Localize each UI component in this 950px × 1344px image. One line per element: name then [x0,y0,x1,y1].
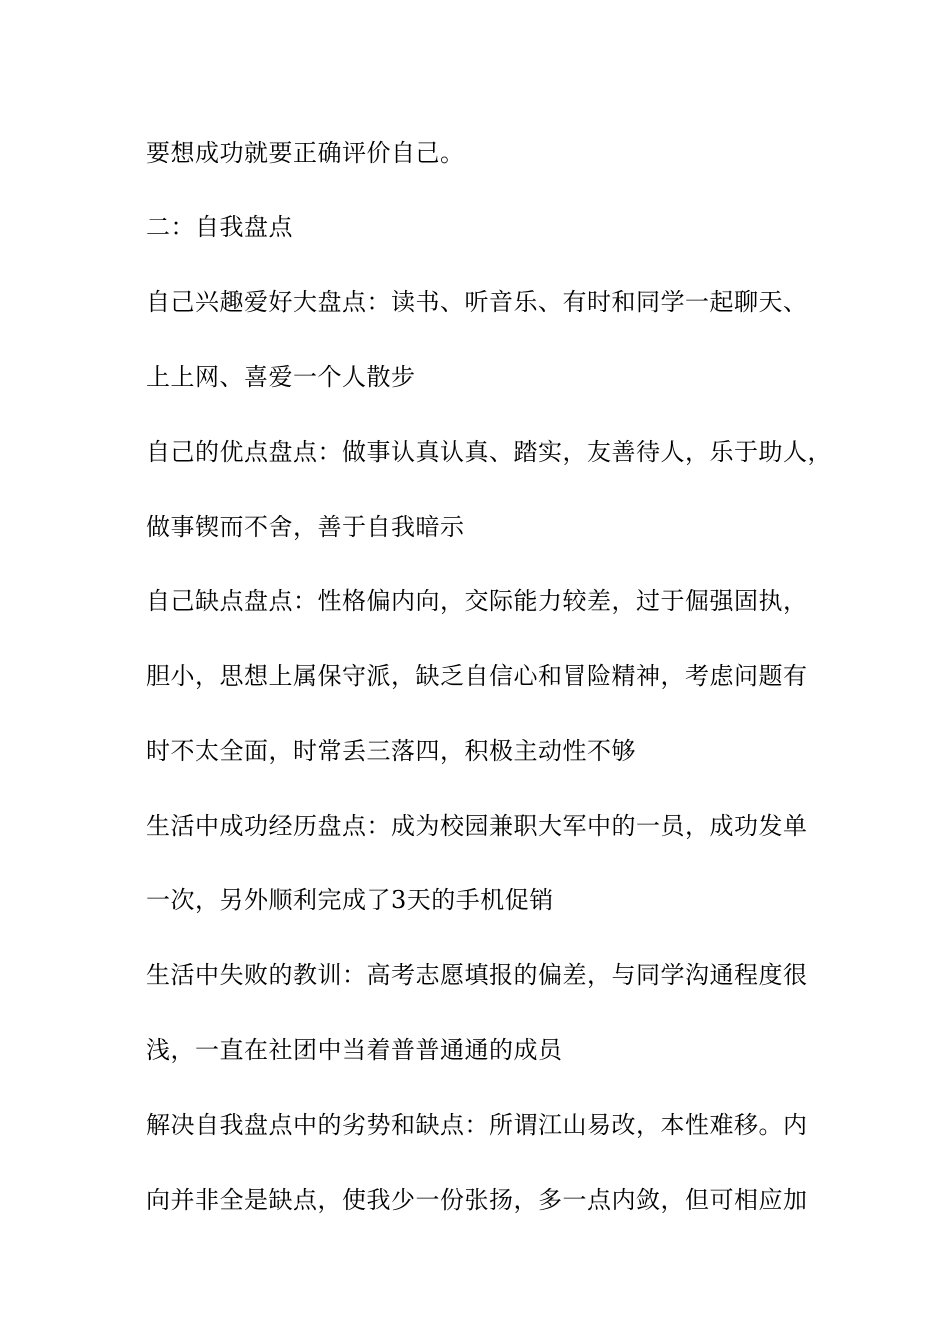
text-line-1: 要想成功就要正确评价自己。 [146,139,465,167]
text-line-9: 时不太全面，时常丢三落四，积极主动性不够 [146,737,636,765]
text-line-5: 自己的优点盘点：做事认真认真、踏实，友善待人，乐于助人， [146,438,832,466]
text-line-11: 一次，另外顺利完成了3天的手机促销 [146,886,554,914]
text-line-14: 解决自我盘点中的劣势和缺点：所谓江山易改，本性难移。内 [146,1111,808,1139]
text-line-15: 向并非全是缺点，使我少一份张扬，多一点内敛，但可相应加 [146,1186,808,1214]
section-heading: 二：自我盘点 [146,213,293,241]
text-line-4: 上上网、喜爱一个人散步 [146,363,416,391]
text-line-10: 生活中成功经历盘点：成为校园兼职大军中的一员，成功发单 [146,812,808,840]
text-line-8: 胆小，思想上属保守派，缺乏自信心和冒险精神，考虑问题有 [146,662,808,690]
text-line-12: 生活中失败的教训：高考志愿填报的偏差，与同学沟通程度很 [146,961,808,989]
text-line-7: 自己缺点盘点：性格偏内向，交际能力较差，过于倔强固执， [146,587,808,615]
text-line-6: 做事锲而不舍，善于自我暗示 [146,513,465,541]
text-line-13: 浅，一直在社团中当着普普通通的成员 [146,1036,563,1064]
text-line-3: 自己兴趣爱好大盘点：读书、听音乐、有时和同学一起聊天、 [146,288,808,316]
